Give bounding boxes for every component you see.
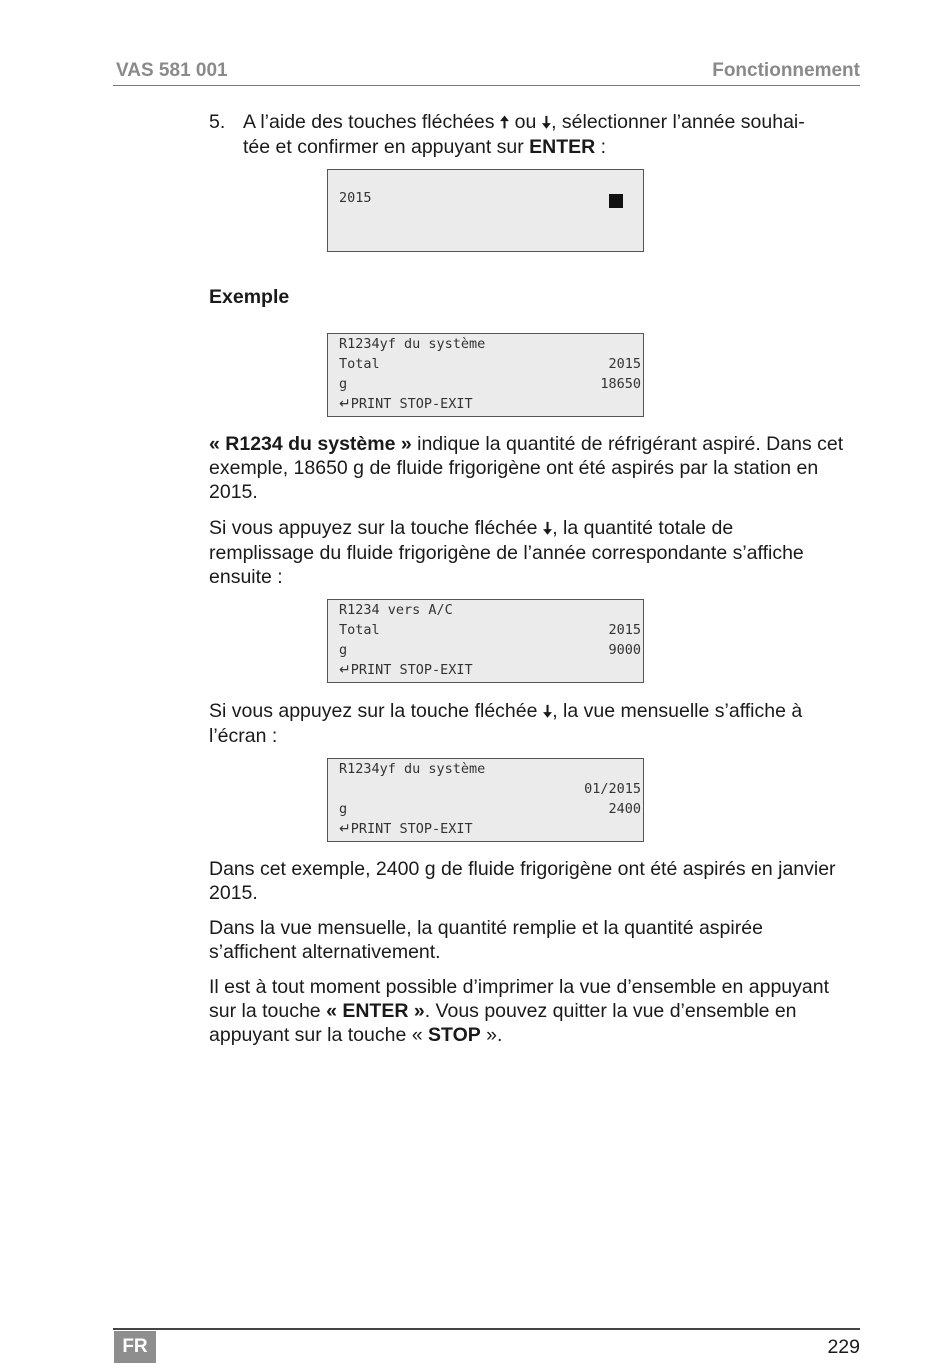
arrow-up-icon: 🠅 [499, 113, 510, 133]
text-run: Si vous appuyez sur la touche fléchée [209, 517, 543, 539]
section-title: Fonctionnement [712, 60, 860, 81]
arrow-down-icon: 🠇 [542, 702, 553, 722]
text-run: s’affichent alternativement. [209, 941, 441, 963]
bold-term: « R1234 du système » [209, 433, 412, 455]
enter-key-label: « ENTER » [326, 1000, 425, 1022]
text-run: ensuite : [209, 566, 283, 588]
paragraph-monthly-example [209, 857, 861, 905]
step-text-part: ou [509, 111, 542, 133]
arrow-down-icon: 🠇 [541, 113, 552, 133]
lcd-value: 2400 [608, 801, 641, 817]
lcd-value: 18650 [600, 376, 641, 392]
step-number: 5. [209, 111, 226, 133]
lcd-line [339, 640, 641, 660]
text-run: 2015. [209, 882, 258, 904]
paragraph-alternating [209, 916, 861, 964]
text-run: l’écran : [209, 725, 278, 747]
enter-key-label: ENTER [529, 136, 596, 158]
lcd-line: R1234 vers A/C [339, 602, 453, 618]
step-text-part: , sélectionner l’année souhai- [551, 111, 805, 133]
paragraph-print-exit [209, 975, 861, 1047]
enter-arrow-icon: ↵ [339, 396, 351, 412]
cursor-block-icon [609, 194, 623, 208]
text-run: . Vous pouvez quitter la vue d’ensemble en [424, 1000, 797, 1022]
lcd-label: g [339, 376, 348, 392]
page-number: 229 [827, 1336, 860, 1358]
lcd-system-total-screen [327, 333, 644, 417]
lcd-line [339, 799, 641, 819]
text-run: indique la quantité de réfrigérant aspiré. Dans cet [411, 433, 844, 455]
lcd-menu: PRINT STOP-EXIT [350, 821, 473, 837]
lcd-line: 2015 [339, 190, 372, 206]
lcd-line [339, 819, 641, 839]
text-run: appuyant sur la touche « [209, 1024, 428, 1046]
text-run: Dans la vue mensuelle, la quantité remplie et la quantité aspirée [209, 917, 763, 939]
lcd-line [339, 620, 641, 640]
text-run: , la quantité totale de [552, 517, 734, 539]
paragraph-monthly-view [209, 699, 861, 748]
step-5 [209, 110, 861, 159]
arrow-down-icon: 🠇 [542, 519, 553, 539]
paragraph-system-explanation [209, 432, 861, 504]
lcd-monthly-screen [327, 758, 644, 842]
lcd-label: g [339, 642, 348, 658]
lcd-value: 9000 [608, 642, 641, 658]
step-text-part: tée et confirmer en appuyant sur [243, 136, 530, 158]
paragraph-fill-total [209, 516, 861, 589]
footer-divider [113, 1328, 860, 1330]
lcd-line [339, 394, 641, 414]
text-run: Si vous appuyez sur la touche fléchée [209, 700, 543, 722]
lcd-value: 2015 [608, 356, 641, 372]
lcd-line: R1234yf du système [339, 761, 486, 777]
text-run: Il est à tout moment possible d’imprimer la vue d’ensemble en appuyant [209, 976, 829, 998]
enter-arrow-icon: ↵ [339, 821, 351, 837]
lcd-menu: PRINT STOP-EXIT [350, 662, 473, 678]
example-heading: Exemple [209, 286, 290, 308]
step-text-part: A l’aide des touches fléchées [243, 111, 500, 133]
lcd-label: Total [339, 356, 380, 372]
stop-key-label: STOP [428, 1024, 481, 1046]
language-badge: FR [114, 1331, 156, 1363]
lcd-ac-total-screen [327, 599, 644, 683]
doc-id: VAS 581 001 [116, 60, 228, 81]
step-text [243, 110, 861, 159]
lcd-year-screen [327, 169, 644, 252]
lcd-line [339, 354, 641, 374]
text-run: , la vue mensuelle s’affiche à [552, 700, 803, 722]
lcd-line [339, 660, 641, 680]
lcd-value: 01/2015 [584, 781, 641, 797]
lcd-line [339, 779, 641, 799]
text-run: ». [480, 1024, 503, 1046]
text-run: exemple, 18650 g de fluide frigorigène ont été aspirés par la station en [209, 457, 819, 479]
header-divider [113, 85, 860, 86]
lcd-line: R1234yf du système [339, 336, 486, 352]
lcd-value: 2015 [608, 622, 641, 638]
text-run: remplissage du fluide frigorigène de l’année correspondante s’affiche [209, 542, 804, 564]
lcd-line [339, 374, 641, 394]
step-text-part: : [595, 136, 607, 158]
text-run: sur la touche [209, 1000, 327, 1022]
lcd-menu: PRINT STOP-EXIT [350, 396, 473, 412]
text-run: Dans cet exemple, 2400 g de fluide frigorigène ont été aspirés en janvier [209, 858, 836, 880]
enter-arrow-icon: ↵ [339, 662, 351, 678]
lcd-label: g [339, 801, 348, 817]
text-run: 2015. [209, 481, 258, 503]
lcd-label: Total [339, 622, 380, 638]
